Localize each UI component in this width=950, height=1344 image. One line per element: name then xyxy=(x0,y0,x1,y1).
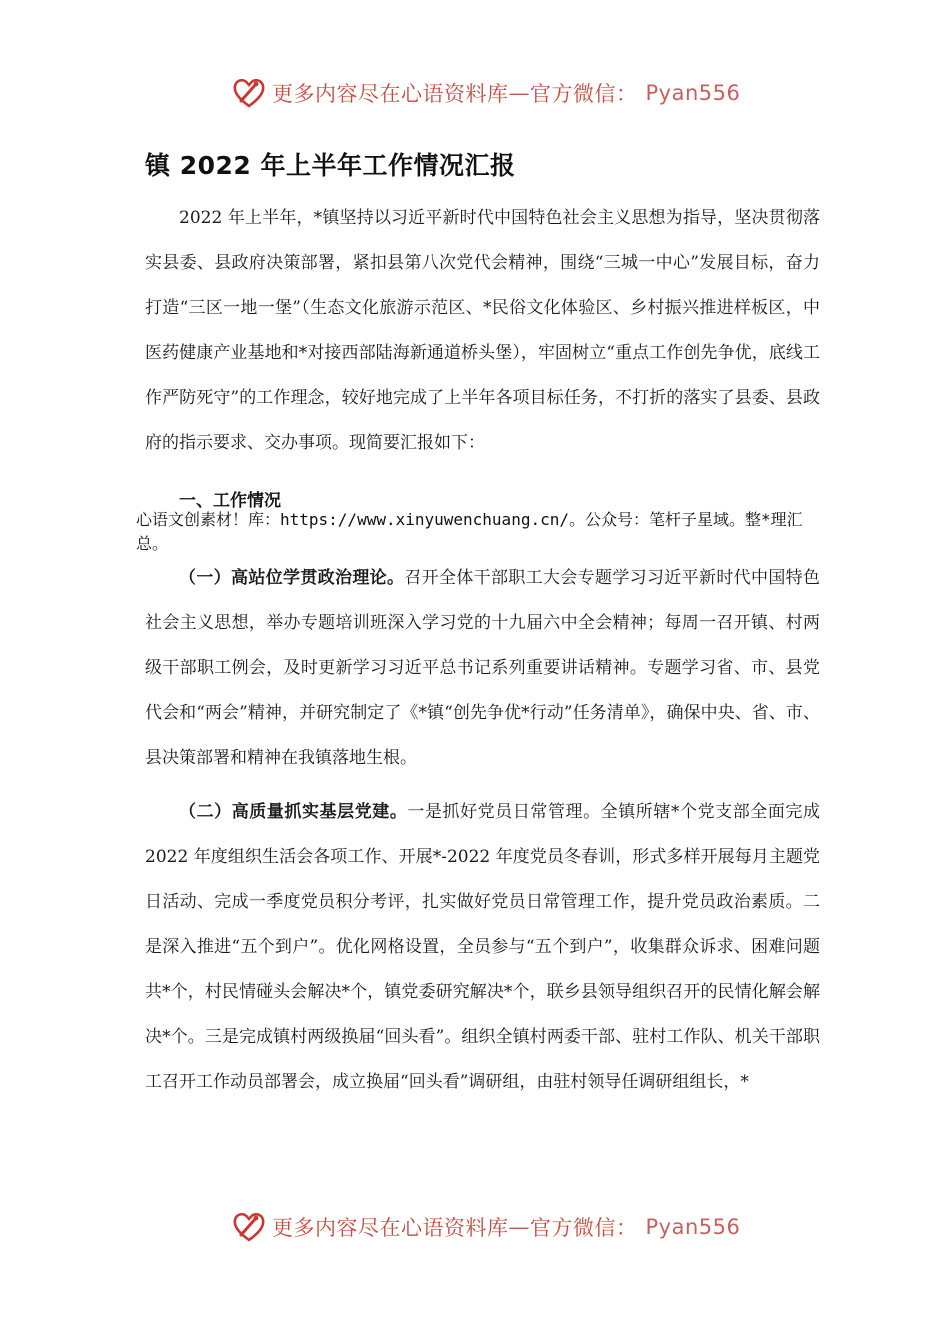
heart-pen-logo-icon xyxy=(232,1210,266,1244)
item-1-paragraph xyxy=(145,556,820,781)
item-2-body: 一是抓好党员日常管理。全镇所辖*个党支部全面完成 2022 年度组织生活会各项工作、开展*-2022 年度党员冬春训，形式多样开展每月主题党日活动、完成一季度党员积分考评，扎实做好党员日常管理工作，提升党员政治素质。二是深入推进“五个到户”。优化网格设置，全员参与“五个到户”，收集群众诉求、困难问题共*个，村民情碰头会解决*个，镇党委研究解决*个，联乡县领导组织召开的民情化解会解决*个。三是完成镇村两级换届“回头看”。组织全镇村两委干部、驻村工作队、机关干部职工召开工作动员部署会，成立换届“回头看”调研组，由驻村领导任调研组组长，* xyxy=(145,802,821,1092)
banner-wechat-label: 官方微信： xyxy=(530,1216,638,1240)
heart-pen-logo-icon xyxy=(232,76,266,110)
banner-wechat-id: Pyan556 xyxy=(645,1215,741,1239)
item-1-body: 召开全体干部职工大会专题学习习近平新时代中国特色社会主义思想，举办专题培训班深入学习党的十九届六中全会精神；每周一召开镇、村两级干部职工例会，及时更新学习习近平总书记系列重要讲话精神。专题学习省、市、县党代会和“两会”精神，并研究制定了《*镇“创先争优*行动”任务清单》，确保中央、省、市、县决策部署和精神在我镇落地生根。 xyxy=(145,568,821,768)
intro-paragraph: 2022 年上半年，*镇坚持以习近平新时代中国特色社会主义思想为指导，坚决贯彻落实县委、县政府决策部署，紧扣县第八次党代会精神，围绕“三城一中心”发展目标，奋力打造“三区一地一堡”（生态文化旅游示范区、*民俗文化体验区、乡村振兴推进样板区，中医药健康产业基地和*对接西部陆海新通道桥头堡），牢固树立“重点工作创先争优，底线工作严防死守”的工作理念，较好地完成了上半年各项目标任务，不打折的落实了县委、县政府的指示要求、交办事项。现简要汇报如下： xyxy=(145,208,820,453)
banner-brand: 更多内容尽在心语资料库 xyxy=(272,1216,509,1240)
header-banner xyxy=(232,76,740,110)
document-title: 镇 2022 年上半年工作情况汇报 xyxy=(145,151,516,180)
banner-wechat-label: 官方微信： xyxy=(530,82,638,106)
watermark-text: 心语文创素材！库：https://www.xinyuwenchuang.cn/。公众号：笔杆子星域。整*理汇总。 xyxy=(136,510,803,553)
banner-separator: — xyxy=(508,1215,530,1239)
section-heading: 一、工作情况 xyxy=(179,491,281,511)
footer-banner xyxy=(232,1210,740,1244)
banner-brand: 更多内容尽在心语资料库 xyxy=(272,82,509,106)
item-2-lead: （二）高质量抓实基层党建。 xyxy=(179,802,408,822)
item-2-paragraph xyxy=(145,790,820,1105)
banner-separator: — xyxy=(508,81,530,105)
item-1-lead: （一）高站位学贯政治理论。 xyxy=(179,568,405,588)
banner-wechat-id: Pyan556 xyxy=(645,81,741,105)
